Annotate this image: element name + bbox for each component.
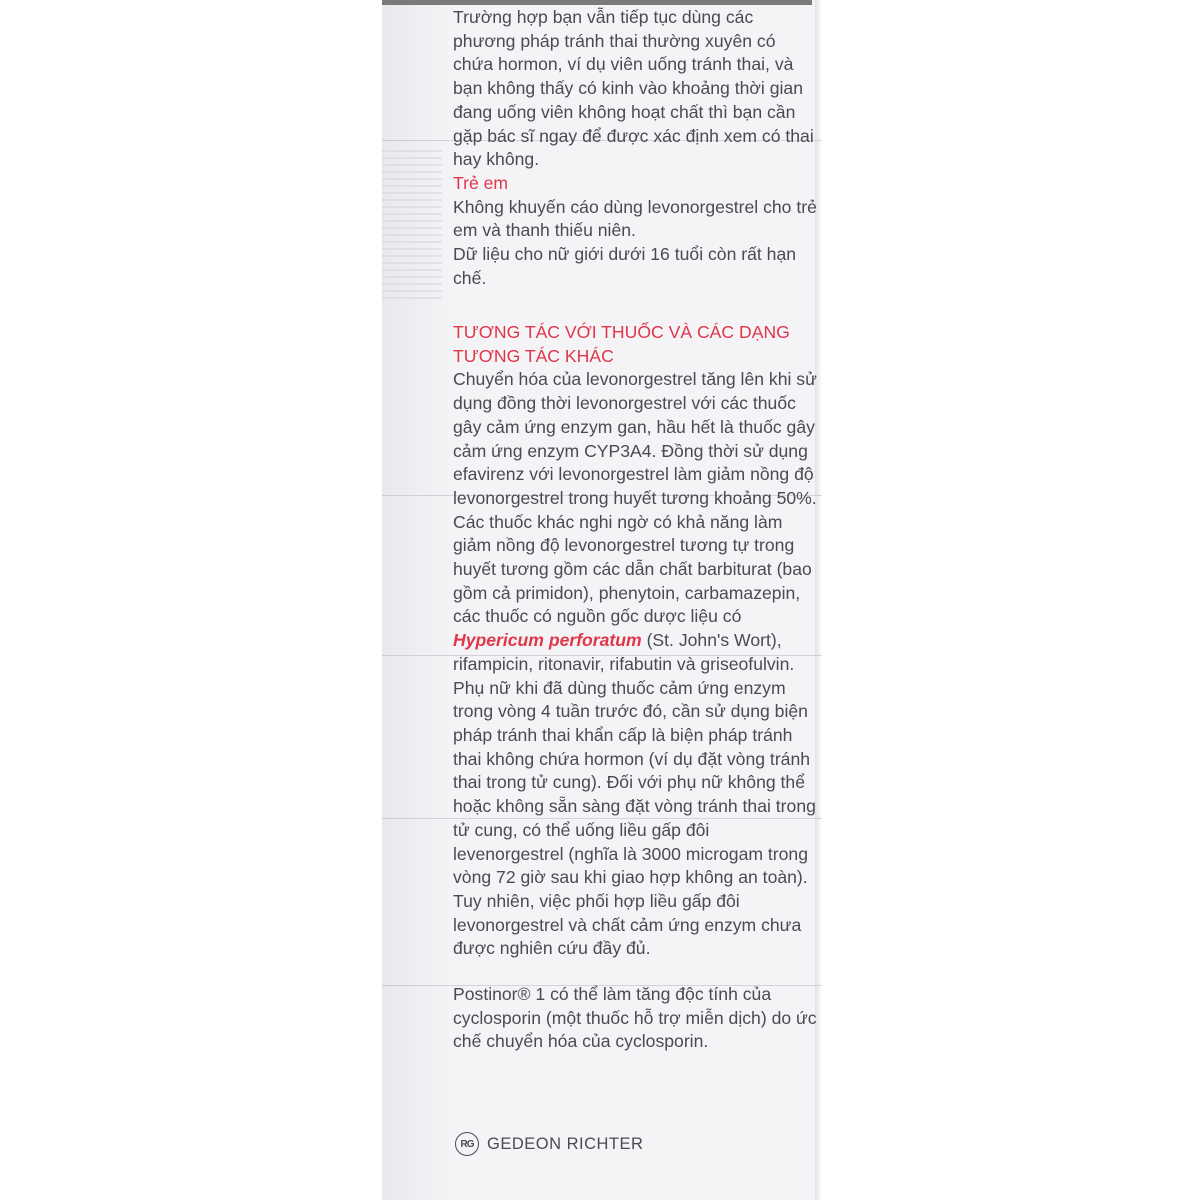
interactions-paragraph-2: Phụ nữ khi đã dùng thuốc cảm ứng enzym trong vòng 4 tuần trước đó, cần sử dụng biện pháp tránh thai khẩn cấp là biện pháp tránh thai không chứa hormon (ví dụ đặt vòng tránh thai trong tử cung). Đối với phụ nữ không thể hoặc không sẵn sàng đặt vòng tránh thai trong tử cung, có thể uống liều gấp đôi levenorgestrel (nghĩa là 3000 microgam trong vòng 72 giờ sau khi giao hợp không an toàn). Tuy nhiên, việc phối hợp liều gấp đôi levonorgestrel và chất cảm ứng enzym chưa được nghiên cứu đầy đủ. bbox=[453, 677, 816, 959]
bleed-through-marks bbox=[382, 150, 442, 300]
species-name: Hypericum perforatum bbox=[453, 630, 642, 651]
interactions-p1-text-a: Chuyển hóa của levonorgestrel tăng lên khi sử dụng đồng thời levonorgestrel với các thuốc gây cảm ứng enzym gan, hầu hết là thuốc gây cảm ứng enzym CYP3A4. Đồng thời sử dụng efavirenz với levonorgestrel làm giảm nồng độ levonorgestrel trong huyết tương khoảng 50%. Các thuốc khác nghi ngờ có khả năng làm giảm nồng độ levonorgestrel tương tự trong huyết tương gồm các dẫn chất barbiturat (bao gồm cả primidon), phenytoin, carbamazepin, các thuốc có nguồn gốc dược liệu có bbox=[453, 369, 817, 627]
interactions-heading-line-2: TƯƠNG TÁC KHÁC bbox=[453, 345, 614, 366]
interactions-paragraph-1 bbox=[453, 368, 818, 676]
brand-footer bbox=[455, 1131, 643, 1157]
interactions-p1-text-b: (St. John's Wort), rifampicin, ritonavir, rifabutin và griseofulvin. bbox=[453, 630, 795, 674]
children-heading: Trẻ em bbox=[453, 172, 509, 193]
children-paragraph-1: Không khuyến cáo dùng levonorgestrel cho trẻ em và thanh thiếu niên. bbox=[453, 196, 817, 241]
brand-name: GEDEON RICHTER bbox=[487, 1134, 644, 1153]
intro-paragraph: Trường hợp bạn vẫn tiếp tục dùng các phương pháp tránh thai thường xuyên có chứa hormon, ví dụ viên uống tránh thai, và bạn không thấy có kinh vào khoảng thời gian đang uống viên không hoạt chất thì bạn cần gặp bác sĩ ngay để được xác định xem có thai hay không. bbox=[453, 7, 814, 170]
leaflet-text bbox=[453, 6, 818, 1054]
gedeon-richter-logo-icon: RG bbox=[455, 1132, 479, 1156]
children-paragraph-2: Dữ liệu cho nữ giới dưới 16 tuổi còn rất hạn chế. bbox=[453, 244, 797, 288]
interactions-paragraph-3: Postinor® 1 có thể làm tăng độc tính của cyclosporin (một thuốc hỗ trợ miễn dịch) do ức chế chuyển hóa của cyclosporin. bbox=[453, 984, 817, 1052]
top-border-bar bbox=[382, 0, 812, 5]
interactions-heading-line-1: TƯƠNG TÁC VỚI THUỐC VÀ CÁC DẠNG bbox=[453, 322, 790, 343]
